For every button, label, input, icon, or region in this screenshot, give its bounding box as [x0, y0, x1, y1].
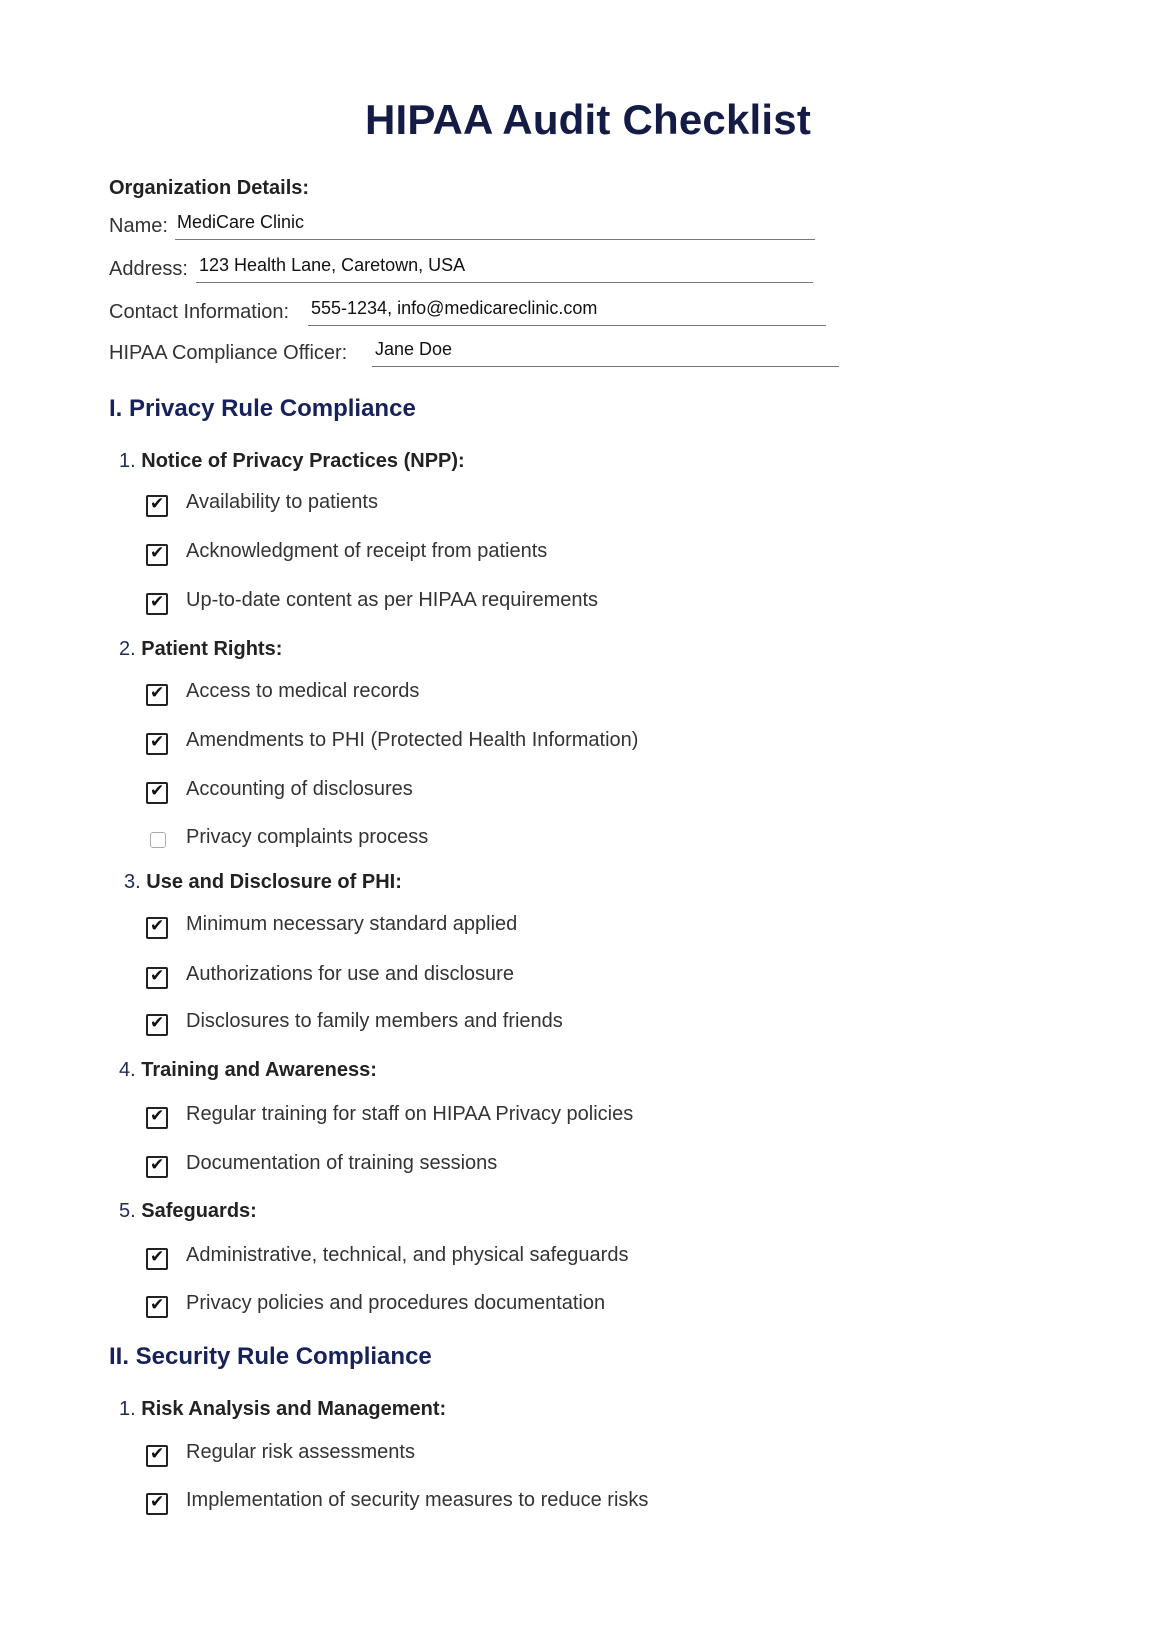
subsection-number: 1.	[119, 450, 136, 472]
subsection-heading-risk-analysis	[119, 1398, 446, 1421]
checkbox-checked-icon[interactable]	[146, 1107, 168, 1129]
checkbox-checked-icon[interactable]	[146, 1248, 168, 1270]
subsection-number: 5.	[119, 1200, 136, 1222]
name-field	[109, 200, 829, 240]
checkbox-checked-icon[interactable]	[146, 733, 168, 755]
checklist-item-label: Privacy complaints process	[186, 826, 429, 848]
address-field	[109, 243, 829, 283]
subsection-heading-use-disclosure	[124, 871, 402, 894]
organization-details-heading: Organization Details:	[109, 177, 310, 199]
contact-information-field	[109, 286, 849, 326]
checklist-item-label: Minimum necessary standard applied	[186, 913, 518, 935]
compliance-officer-value[interactable]: Jane Doe	[375, 339, 453, 359]
compliance-officer-underline	[372, 366, 839, 367]
subsection-title: Training and Awareness:	[141, 1059, 377, 1081]
checkbox-checked-icon[interactable]	[146, 917, 168, 939]
subsection-heading-training	[119, 1059, 377, 1082]
checklist-item-label: Disclosures to family members and friends	[186, 1010, 563, 1032]
checkbox-checked-icon[interactable]	[146, 967, 168, 989]
subsection-title: Notice of Privacy Practices (NPP):	[141, 450, 465, 472]
subsection-number: 2.	[119, 638, 136, 660]
checklist-item-label: Accounting of disclosures	[186, 778, 413, 800]
compliance-officer-label: HIPAA Compliance Officer:	[109, 342, 348, 364]
subsection-heading-patient-rights	[119, 638, 282, 661]
contact-information-underline	[308, 325, 826, 326]
address-label: Address:	[109, 258, 188, 280]
checkbox-checked-icon[interactable]	[146, 495, 168, 517]
checklist-item-label: Implementation of security measures to reduce risks	[186, 1489, 649, 1511]
checkbox-checked-icon[interactable]	[146, 1156, 168, 1178]
checklist-item-label: Access to medical records	[186, 680, 420, 702]
checkbox-checked-icon[interactable]	[146, 593, 168, 615]
section-heading-privacy-rule: I. Privacy Rule Compliance	[109, 395, 416, 422]
subsection-title: Patient Rights:	[141, 638, 283, 660]
checklist-item-label: Authorizations for use and disclosure	[186, 963, 514, 985]
checkbox-checked-icon[interactable]	[146, 782, 168, 804]
checklist-item-label: Privacy policies and procedures documentation	[186, 1292, 606, 1314]
subsection-number: 3.	[124, 871, 141, 893]
name-value[interactable]: MediCare Clinic	[177, 212, 305, 232]
checkbox-checked-icon[interactable]	[146, 544, 168, 566]
checklist-item-label: Regular risk assessments	[186, 1441, 415, 1463]
compliance-officer-field	[109, 327, 849, 367]
checklist-item-label: Up-to-date content as per HIPAA requirements	[186, 589, 599, 611]
checklist-item-label: Amendments to PHI (Protected Health Information)	[186, 729, 639, 751]
subsection-number: 4.	[119, 1059, 136, 1081]
checkbox-checked-icon[interactable]	[146, 1445, 168, 1467]
address-value[interactable]: 123 Health Lane, Caretown, USA	[199, 255, 466, 275]
checklist-item-label: Regular training for staff on HIPAA Privacy policies	[186, 1103, 634, 1125]
subsection-number: 1.	[119, 1398, 136, 1420]
contact-information-value[interactable]: 555-1234, info@medicareclinic.com	[311, 298, 598, 318]
checklist-item-label: Administrative, technical, and physical safeguards	[186, 1244, 629, 1266]
subsection-heading-npp	[119, 450, 465, 473]
contact-information-label: Contact Information:	[109, 301, 290, 323]
address-underline	[196, 282, 813, 283]
section-heading-security-rule: II. Security Rule Compliance	[109, 1343, 432, 1370]
name-label: Name:	[109, 215, 168, 237]
subsection-heading-safeguards	[119, 1200, 257, 1223]
document-title: HIPAA Audit Checklist	[364, 96, 812, 143]
checklist-item-label: Acknowledgment of receipt from patients	[186, 540, 548, 562]
subsection-title: Risk Analysis and Management:	[141, 1398, 447, 1420]
checkbox-checked-icon[interactable]	[146, 684, 168, 706]
checklist-item-label: Availability to patients	[186, 491, 378, 513]
checkbox-checked-icon[interactable]	[146, 1493, 168, 1515]
checkbox-checked-icon[interactable]	[146, 1014, 168, 1036]
checklist-item-label: Documentation of training sessions	[186, 1152, 498, 1174]
name-underline	[175, 239, 815, 240]
subsection-title: Safeguards:	[141, 1200, 257, 1222]
subsection-title: Use and Disclosure of PHI:	[146, 871, 402, 893]
checkbox-unchecked-icon[interactable]	[150, 832, 166, 848]
checkbox-checked-icon[interactable]	[146, 1296, 168, 1318]
